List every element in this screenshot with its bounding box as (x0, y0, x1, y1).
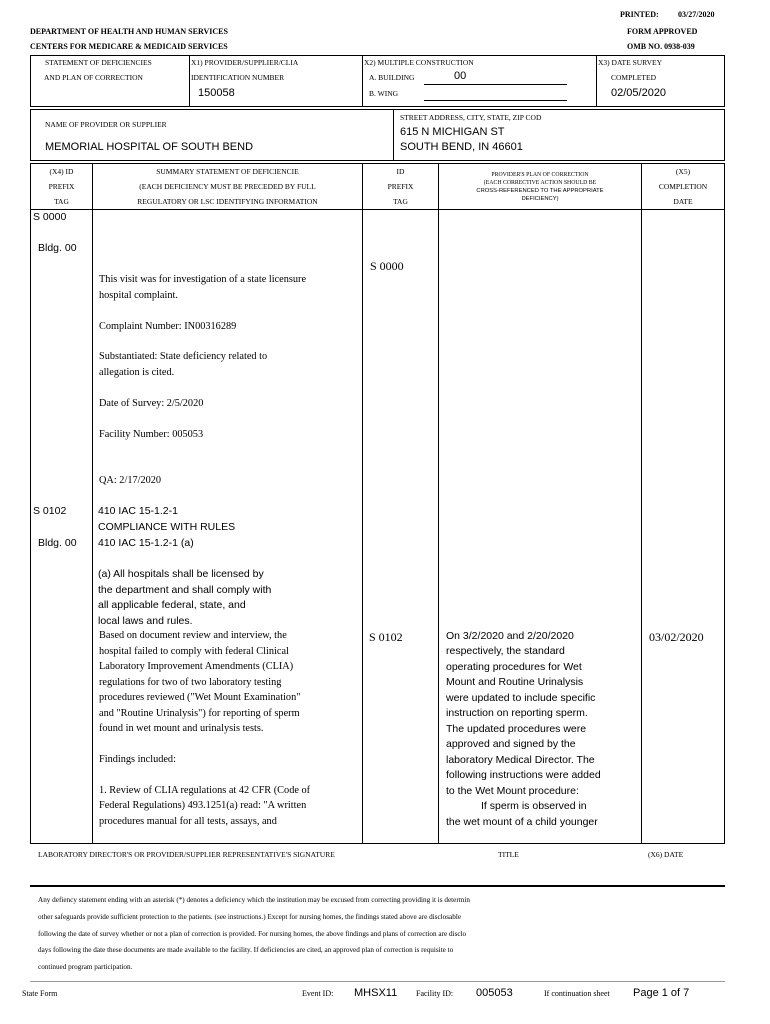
survey-date-text: Date of Survey: 2/5/2020 (99, 398, 204, 409)
id-header: ID (396, 167, 405, 176)
finding-text: hospital failed to comply with federal Clinical (99, 646, 289, 657)
column-divider (362, 163, 363, 843)
provider-id: 150058 (198, 87, 235, 99)
id-header-2: PREFIX (387, 182, 414, 191)
rule-line (30, 209, 725, 210)
finding-text: found in wet mount and urinalysis tests. (99, 723, 264, 734)
plan-line: laboratory Medical Director. The (446, 754, 595, 766)
rule-text: local laws and rules. (98, 615, 193, 627)
facility-number-text: Facility Number: 005053 (99, 429, 204, 440)
statement-label: STATEMENT OF DEFICIENCIES (45, 58, 152, 67)
plan-line: following instructions were added (446, 769, 601, 781)
x4-header: (X4) ID (49, 167, 74, 176)
plan-line: instruction on reporting sperm. (446, 707, 588, 719)
facility-id-value: 005053 (476, 987, 513, 999)
finding-text: Based on document review and interview, the (99, 630, 287, 641)
rule-line (393, 109, 394, 161)
disclaimer-line: days following the date these documents are made available to the facility. If deficiencies are cited, an approved plan of correction is requisite to (38, 946, 454, 954)
x5-header: (X5) (675, 167, 691, 176)
disclaimer-line: Any defiency statement ending with an asterisk (*) denotes a deficiency which the institution may be excused from correcting providing it is determin (38, 896, 470, 904)
page-number: Page 1 of 7 (633, 987, 690, 999)
rule-title: COMPLIANCE WITH RULES (98, 521, 236, 533)
plan-line: approved and signed by the (446, 738, 576, 750)
summary-text: allegation is cited. (99, 367, 175, 378)
event-id-label: Event ID: (302, 989, 334, 998)
id-prefix-tag-2: S 0102 (369, 630, 403, 644)
column-divider (438, 163, 439, 843)
summary-text: This visit was for investigation of a state licensure (99, 274, 307, 285)
survey-completed-date: 02/05/2020 (611, 87, 667, 99)
summary-text: hospital complaint. (99, 290, 178, 301)
wing-label: B. WING (369, 89, 399, 98)
provider-name-label: NAME OF PROVIDER OR SUPPLIER (45, 120, 167, 129)
building-label: A. BUILDING (369, 73, 415, 82)
director-signature-label: LABORATORY DIRECTOR'S OR PROVIDER/SUPPLIER REPRESENTATIVE'S SIGNATURE (38, 850, 335, 859)
rule-line (30, 55, 31, 107)
x1-label: X1) PROVIDER/SUPPLIER/CLIA (191, 58, 299, 67)
rule-line (189, 55, 190, 107)
summary-header-2: (EACH DEFICIENCY MUST BE PRECEDED BY FULL (139, 182, 316, 191)
plan-header: PROVIDER'S PLAN OF CORRECTION (491, 172, 589, 178)
column-divider (641, 163, 642, 843)
printed-date: 03/27/2020 (678, 10, 715, 19)
rule-line (30, 160, 725, 161)
department-name: DEPARTMENT OF HEALTH AND HUMAN SERVICES (30, 27, 228, 36)
x4-header-3: TAG (54, 197, 69, 206)
centers-name: CENTERS FOR MEDICARE & MEDICAID SERVICES (30, 42, 228, 51)
facility-id-label: Facility ID: (416, 989, 454, 998)
x2-label: X2) MULTIPLE CONSTRUCTION (364, 58, 474, 67)
rule-line (30, 106, 725, 107)
qa-date-text: QA: 2/17/2020 (99, 475, 162, 486)
prefix-tag-1: S 0000 (33, 211, 67, 223)
building-value: 00 (454, 70, 467, 82)
finding-text: and "Routine Urinalysis") for reporting of sperm (99, 708, 300, 719)
printed-label: PRINTED: (620, 10, 659, 19)
provider-name: MEMORIAL HOSPITAL OF SOUTH BEND (45, 141, 254, 153)
summary-header: SUMMARY STATEMENT OF DEFICIENCIE (156, 167, 299, 176)
omb-number: OMB NO. 0938-039 (627, 42, 695, 51)
rule-line (30, 885, 725, 887)
x3-label-2: COMPLETED (611, 73, 656, 82)
x5-header-2: COMPLETION (658, 182, 708, 191)
column-divider (92, 163, 93, 843)
rule-citation: 410 IAC 15-1.2-1 (98, 505, 178, 517)
rule-text: (a) All hospitals shall be licensed by (98, 568, 264, 580)
finding-text: 1. Review of CLIA regulations at 42 CFR (Code of (99, 785, 311, 796)
address-line-1: 615 N MICHIGAN ST (400, 126, 505, 138)
rule-text: the department and shall comply with (98, 584, 272, 596)
findings-heading: Findings included: (99, 754, 176, 765)
disclaimer-line: continued program participation. (38, 963, 133, 971)
x4-header-2: PREFIX (48, 182, 75, 191)
rule-citation: 410 IAC 15-1.2-1 (a) (98, 537, 194, 549)
finding-text: Laboratory Improvement Amendments (CLIA) (99, 661, 294, 672)
title-label: TITLE (498, 850, 519, 859)
prefix-tag-2: S 0102 (33, 505, 67, 517)
rule-line (30, 843, 725, 844)
summary-text: Substantiated: State deficiency related to (99, 351, 268, 362)
building-underline (424, 84, 567, 85)
rule-line (30, 109, 725, 110)
column-divider (30, 163, 31, 843)
event-id-value: MHSX11 (354, 987, 398, 999)
rule-line (596, 55, 597, 107)
date-label: (X6) DATE (648, 850, 684, 859)
x3-label: X3) DATE SURVEY (598, 58, 662, 67)
finding-text: Federal Regulations) 493.1251(a) read: "A written (99, 800, 307, 811)
plan-line: the wet mount of a child younger (446, 816, 598, 828)
plan-line: Mount and Routine Urinalysis (446, 676, 584, 688)
rule-line (30, 109, 31, 161)
continuation-label: If continuation sheet (544, 989, 610, 998)
plan-line: The updated procedures were (446, 723, 587, 735)
summary-header-3: REGULATORY OR LSC IDENTIFYING INFORMATION (137, 197, 318, 206)
disclaimer-line: following the date of survey whether or not a plan of correction is provided. For nursing homes, the above findings and plans of correction are disclo (38, 930, 467, 938)
rule-line (30, 163, 725, 164)
address-label: STREET ADDRESS, CITY, STATE, ZIP COD (400, 113, 542, 122)
wing-underline (424, 100, 567, 101)
complaint-number: Complaint Number: IN00316289 (99, 321, 237, 332)
column-divider (724, 163, 725, 843)
plan-header-4: DEFICIENCY) (521, 196, 559, 202)
rule-text: all applicable federal, state, and (98, 599, 246, 611)
plan-line: operating procedures for Wet (446, 661, 582, 673)
rule-line (724, 55, 725, 107)
plan-line: were updated to include specific (446, 692, 596, 704)
plan-header-2: (EACH CORRECTIVE ACTION SHOULD BE (483, 180, 597, 186)
completion-date: 03/02/2020 (649, 630, 704, 644)
plan-line: On 3/2/2020 and 2/20/2020 (446, 630, 574, 642)
rule-line (30, 981, 725, 982)
rule-line (362, 55, 363, 107)
plan-line: respectively, the standard (446, 645, 565, 657)
id-prefix-tag-1: S 0000 (370, 259, 404, 273)
state-form-label: State Form (22, 989, 58, 998)
finding-text: procedures manual for all tests, assays, and (99, 816, 277, 827)
plan-line: If sperm is observed in (446, 800, 587, 812)
address-line-2: SOUTH BEND, IN 46601 (400, 141, 523, 153)
plan-line: to the Wet Mount procedure: (446, 785, 579, 797)
x1-label-2: IDENTIFICATION NUMBER (191, 73, 285, 82)
form-approved: FORM APPROVED (627, 27, 698, 36)
plan-header-3: CROSS-REFERENCED TO THE APPROPRIATE (476, 188, 604, 194)
finding-text: procedures reviewed ("Wet Mount Examination" (99, 692, 301, 703)
finding-text: regulations for two of two laboratory testing (99, 677, 282, 688)
building-tag-1: Bldg. 00 (38, 242, 77, 254)
disclaimer-line: other safeguards provide sufficient protection to the patients. (see instructions.) Except for nursing homes, the findings stated above are disclosable (38, 913, 462, 921)
building-tag-2: Bldg. 00 (38, 537, 77, 549)
rule-line (30, 55, 725, 56)
id-header-3: TAG (393, 197, 408, 206)
plan-of-correction-label: AND PLAN OF CORRECTION (44, 73, 143, 82)
rule-line (724, 109, 725, 161)
x5-header-3: DATE (673, 197, 693, 206)
